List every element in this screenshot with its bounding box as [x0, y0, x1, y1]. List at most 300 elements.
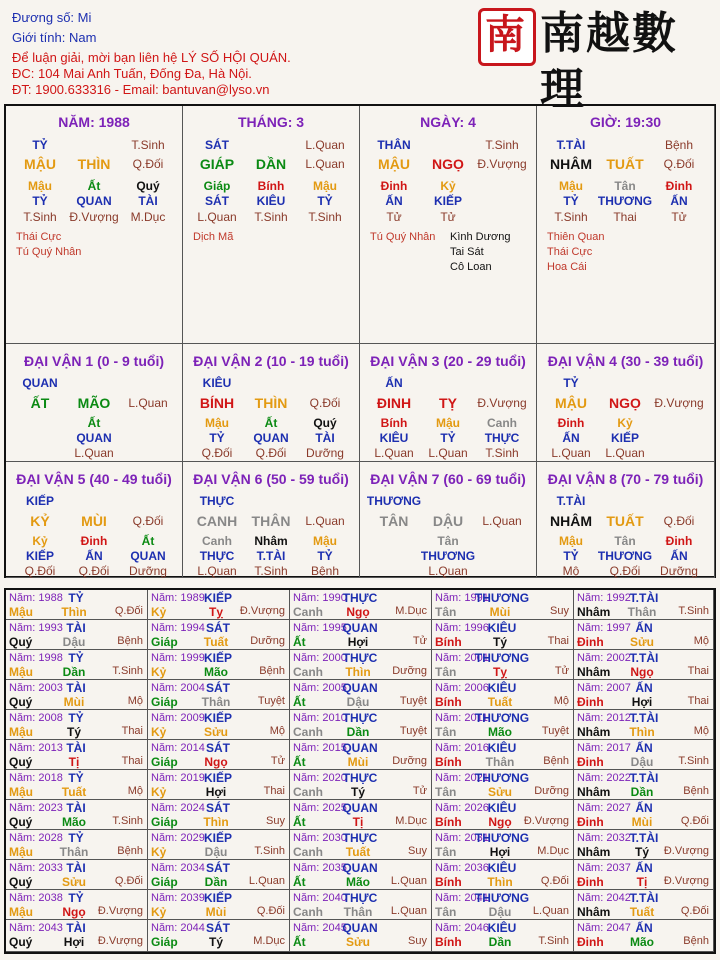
hidden-stem: Giáp: [203, 179, 231, 193]
hidden-ten-god: ẤN: [670, 549, 688, 563]
year-cell: [574, 620, 714, 650]
year-number: Năm: 2027: [577, 802, 631, 814]
year-ten-god: QUAN: [342, 621, 378, 635]
year-life-stage: Đ.Vượng: [97, 935, 143, 947]
year-life-stage: Bệnh: [259, 665, 285, 677]
dai-van-title: ĐẠI VẬN 6 (50 - 59 tuổi): [193, 471, 349, 487]
year-ten-god: TÀI: [66, 621, 86, 635]
year-branch: Dậu: [204, 845, 228, 859]
year-cell: [290, 800, 432, 830]
year-life-stage: Q.Đối: [256, 905, 285, 917]
year-ten-god: KIẾP: [203, 891, 233, 905]
year-ten-god: TỶ: [68, 771, 84, 785]
year-ten-god: THƯƠNG: [474, 591, 530, 605]
hidden-life-stage: L.Quan: [74, 446, 114, 460]
year-number: Năm: 1995: [293, 622, 347, 634]
year-ten-god: ẤN: [635, 741, 653, 755]
year-branch: Tị: [636, 875, 648, 889]
year-number: Năm: 2025: [293, 802, 347, 814]
year-stem: Canh: [293, 665, 323, 679]
year-branch: Thìn: [61, 605, 87, 619]
year-stem: Ất: [293, 935, 306, 949]
branch-stage-2: Q.Đối: [132, 157, 164, 171]
year-branch: Mão: [630, 935, 654, 949]
year-cell: [574, 860, 714, 890]
year-ten-god: KIÊU: [487, 861, 517, 875]
year-number: Năm: 2007: [577, 682, 631, 694]
star-note: Cô Loan: [450, 261, 492, 273]
hidden-ten-god: THƯƠNG: [597, 549, 653, 563]
duong-so-label: Đương số:: [12, 10, 75, 25]
year-cell: [148, 620, 290, 650]
duong-so-value: Mi: [77, 10, 92, 25]
year-cell: [290, 920, 432, 952]
year-branch: Thân: [343, 905, 373, 919]
year-life-stage: Tử: [270, 755, 285, 767]
branch-life-stage: Đ.Vượng: [654, 396, 704, 410]
year-stem: Ất: [293, 815, 306, 829]
hidden-ten-god: TỶ: [317, 549, 333, 563]
year-life-stage: Đ.Vượng: [663, 875, 709, 887]
hidden-ten-god: QUAN: [253, 431, 289, 445]
earthly-branch: DẦN: [255, 156, 287, 172]
year-number: Năm: 2004: [151, 682, 205, 694]
year-stem: Mậu: [9, 725, 33, 739]
year-stem: Bính: [435, 635, 462, 649]
year-branch: Dần: [62, 665, 86, 679]
year-cell: [6, 740, 148, 770]
pillar-title: GIỜ: 19:30: [589, 114, 662, 130]
year-number: Năm: 2011: [435, 712, 488, 724]
hidden-ten-god: KIÊU: [379, 431, 409, 445]
year-ten-god: TÀI: [66, 681, 86, 695]
year-branch: Mão: [62, 815, 86, 829]
year-branch: Tý: [492, 635, 508, 649]
year-branch: Tuất: [487, 695, 513, 709]
hidden-life-stage: M.Dục: [130, 210, 166, 224]
year-number: Năm: 2001: [435, 652, 489, 664]
year-number: Năm: 2000: [293, 652, 347, 664]
hidden-life-stage: T.Sinh: [554, 210, 588, 224]
dai-van-title: ĐẠI VẬN 1 (0 - 9 tuổi): [23, 353, 164, 369]
branch-life-stage: Q.Đối: [132, 514, 164, 528]
year-cell: [148, 680, 290, 710]
year-life-stage: Q.Đối: [540, 875, 569, 887]
year-branch: Tỵ: [492, 665, 508, 679]
hidden-ten-god: ẤN: [670, 194, 688, 208]
year-branch: Ngọ: [346, 605, 370, 619]
earthly-branch: THÌN: [254, 395, 288, 411]
year-number: Năm: 2008: [9, 712, 63, 724]
year-ten-god: THƯƠNG: [474, 831, 530, 845]
dai-van-cell: [6, 462, 183, 578]
year-number: Năm: 1991: [435, 592, 489, 604]
year-number: Năm: 2028: [9, 832, 63, 844]
earthly-branch: THÌN: [77, 156, 111, 172]
year-ten-god: ẤN: [635, 861, 653, 875]
year-branch: Thìn: [487, 875, 513, 889]
year-number: Năm: 2016: [435, 742, 489, 754]
heavenly-stem: CANH: [196, 513, 238, 529]
year-stem: Mậu: [9, 785, 33, 799]
year-stem: Mậu: [9, 605, 33, 619]
year-stem: Ất: [293, 635, 306, 649]
year-life-stage: Mộ: [269, 725, 285, 737]
year-stem: Bính: [435, 875, 462, 889]
seal-glyph: 南: [485, 11, 525, 58]
year-number: Năm: 2047: [577, 922, 631, 934]
hidden-life-stage: Bệnh: [310, 564, 340, 578]
year-stem: Đinh: [577, 815, 604, 829]
year-ten-god: QUAN: [342, 681, 378, 695]
year-ten-god: ẤN: [635, 681, 653, 695]
year-branch: Mùi: [631, 815, 653, 829]
year-life-stage: Thai: [121, 725, 143, 737]
year-stem: Ất: [293, 695, 306, 709]
year-branch: Tuất: [61, 785, 87, 799]
year-number: Năm: 2019: [151, 772, 205, 784]
year-cell: [148, 890, 290, 920]
red-seal-logo: [478, 8, 536, 66]
branch-life-stage: T.Sinh: [131, 138, 165, 152]
year-ten-god: TÀI: [66, 861, 86, 875]
earthly-branch: MÃO: [77, 395, 111, 411]
year-stem: Bính: [435, 755, 462, 769]
year-number: Năm: 2043: [9, 922, 63, 934]
year-stem: Đinh: [577, 935, 604, 949]
year-cell: [432, 890, 574, 920]
year-ten-god: QUAN: [342, 741, 378, 755]
year-ten-god: T.TÀI: [629, 591, 659, 605]
hidden-life-stage: Mộ: [562, 564, 580, 578]
year-cell: [290, 830, 432, 860]
year-ten-god: KIẾP: [203, 591, 233, 605]
hidden-stem: Kỷ: [617, 416, 633, 430]
star-note: Thái Cực: [16, 231, 62, 243]
year-branch: Dần: [204, 875, 228, 889]
year-number: Năm: 1993: [9, 622, 63, 634]
year-branch: Tuất: [203, 635, 229, 649]
year-cell: [432, 590, 574, 620]
year-stem: Giáp: [151, 755, 178, 769]
star-note: Tú Quý Nhân: [16, 246, 82, 258]
year-cell: [148, 740, 290, 770]
year-number: Năm: 2033: [9, 862, 63, 874]
year-number: Năm: 1988: [9, 592, 63, 604]
earthly-branch: TUẤT: [606, 513, 644, 529]
hidden-stem: Mậu: [313, 179, 337, 193]
dai-van-cell: [537, 462, 715, 578]
dai-van-title: ĐẠI VẬN 2 (10 - 19 tuổi): [193, 353, 349, 369]
year-stem: Nhâm: [577, 605, 611, 619]
stem-ten-god: TỶ: [32, 138, 48, 152]
year-branch: Ngọ: [62, 905, 86, 919]
stem-ten-god: T.TÀI: [556, 138, 586, 152]
gioi-tinh-value: Nam: [68, 30, 97, 45]
year-life-stage: M.Dục: [395, 815, 427, 827]
dai-van-title: ĐẠI VẬN 3 (20 - 29 tuổi): [370, 353, 526, 369]
year-ten-god: THƯƠNG: [474, 711, 530, 725]
year-life-stage: Dưỡng: [392, 755, 427, 767]
year-stem: Bính: [435, 815, 462, 829]
year-cell: [574, 590, 714, 620]
year-life-stage: Mộ: [127, 785, 143, 797]
hidden-ten-god: THỰC: [199, 549, 235, 563]
year-cell: [6, 920, 148, 952]
year-ten-god: THỰC: [342, 711, 378, 725]
pillar-title: NGÀY: 4: [420, 114, 476, 130]
year-branch: Mão: [488, 725, 512, 739]
dai-van-title: ĐẠI VẬN 7 (60 - 69 tuổi): [370, 471, 526, 487]
year-ten-god: T.TÀI: [629, 651, 659, 665]
hidden-life-stage: Q.Đối: [201, 446, 233, 460]
year-number: Năm: 1997: [577, 622, 631, 634]
year-stem: Quý: [9, 935, 33, 949]
year-ten-god: THỰC: [342, 831, 378, 845]
year-cell: [574, 920, 714, 952]
hidden-stem: Kỷ: [440, 179, 456, 193]
hidden-ten-god: KIẾP: [433, 194, 462, 208]
year-branch: Thìn: [203, 815, 229, 829]
year-cell: [6, 800, 148, 830]
year-life-stage: M.Dục: [253, 935, 285, 947]
year-stem: Đinh: [577, 875, 604, 889]
address-line: ĐC: 104 Mai Anh Tuấn, Đống Đa, Hà Nội.: [12, 66, 252, 81]
year-life-stage: Bệnh: [543, 755, 569, 767]
year-life-stage: Bệnh: [117, 635, 143, 647]
year-branch: Ngọ: [630, 665, 654, 679]
year-branch: Tý: [634, 845, 650, 859]
year-cell: [290, 770, 432, 800]
hidden-ten-god: TỶ: [563, 549, 579, 563]
stem-ten-god: THÂN: [377, 138, 411, 152]
year-stem: Mậu: [9, 905, 33, 919]
year-number: Năm: 1999: [151, 652, 205, 664]
star-note: Tai Sát: [450, 246, 484, 258]
branch-life-stage: L.Quan: [305, 514, 345, 528]
year-stem: Tân: [435, 785, 457, 799]
year-life-stage: Thai: [547, 635, 569, 647]
year-cell: [574, 800, 714, 830]
year-branch: Dần: [488, 935, 512, 949]
year-life-stage: Mộ: [127, 695, 143, 707]
hidden-life-stage: T.Sinh: [254, 210, 288, 224]
dai-van-cell: [183, 462, 360, 578]
hidden-stem: Mậu: [559, 534, 583, 548]
heavenly-stem: BÍNH: [199, 395, 235, 411]
duong-so-line: [12, 10, 91, 26]
year-life-stage: Bệnh: [117, 845, 143, 857]
hidden-stem: Mậu: [436, 416, 460, 430]
year-cell: [290, 620, 432, 650]
earthly-branch: NGỌ: [609, 395, 641, 411]
hidden-stem: Ất: [87, 416, 101, 430]
branch-life-stage: L.Quan: [305, 138, 345, 152]
year-number: Năm: 1990: [293, 592, 347, 604]
year-ten-god: KIẾP: [203, 771, 233, 785]
hidden-ten-god: TỶ: [32, 194, 48, 208]
hidden-life-stage: L.Quan: [428, 446, 468, 460]
year-number: Năm: 2005: [293, 682, 347, 694]
dai-van-title: ĐẠI VẬN 8 (70 - 79 tuổi): [547, 471, 704, 487]
branch-stage-2: Q.Đối: [663, 157, 695, 171]
year-stem: Nhâm: [577, 725, 611, 739]
heavenly-stem: ẤT: [30, 395, 50, 411]
star-note: Tú Quý Nhân: [370, 231, 436, 243]
year-cell: [432, 830, 574, 860]
pillars-grid: [4, 104, 716, 578]
year-branch: Hợi: [347, 635, 369, 649]
year-stem: Kỷ: [151, 905, 167, 919]
brand-logo-text: 南越數理: [540, 8, 678, 115]
heavenly-stem: MẬU: [378, 156, 410, 172]
year-stem: Nhâm: [577, 845, 611, 859]
year-branch: Mùi: [63, 695, 85, 709]
year-life-stage: T.Sinh: [678, 605, 709, 617]
year-cell: [574, 710, 714, 740]
year-stem: Nhâm: [577, 905, 611, 919]
hidden-stem: Mậu: [205, 416, 229, 430]
year-stem: Giáp: [151, 695, 178, 709]
year-branch: Tý: [66, 725, 82, 739]
year-branch: Tị: [352, 815, 364, 829]
year-ten-god: KIÊU: [487, 681, 517, 695]
year-stem: Quý: [9, 695, 33, 709]
year-ten-god: T.TÀI: [629, 771, 659, 785]
star-note: Thái Cực: [547, 246, 593, 258]
heavenly-stem: NHÂM: [550, 156, 592, 172]
contact-line-1: Để luận giải, mời bạn liên hệ LÝ SỐ HỘI QUÁN.: [12, 50, 291, 65]
year-ten-god: SÁT: [206, 621, 230, 635]
year-branch: Sửu: [487, 785, 513, 799]
pillar-title: NĂM: 1988: [58, 114, 130, 130]
year-cell: [432, 920, 574, 952]
year-ten-god: SÁT: [206, 921, 230, 935]
earthly-branch: MÙI: [81, 513, 107, 529]
stem-ten-god: THƯƠNG: [366, 494, 422, 508]
year-life-stage: Bệnh: [683, 785, 709, 797]
hidden-ten-god: TỶ: [317, 194, 333, 208]
hidden-ten-god: TỶ: [440, 431, 456, 445]
year-cell: [290, 650, 432, 680]
year-number: Năm: 2009: [151, 712, 205, 724]
year-cell: [6, 860, 148, 890]
year-life-stage: Thai: [687, 665, 709, 677]
year-ten-god: TỶ: [68, 831, 84, 845]
year-life-stage: Dưỡng: [250, 635, 285, 647]
stem-ten-god: KIÊU: [202, 376, 232, 390]
year-life-stage: L.Quan: [532, 905, 569, 917]
year-number: Năm: 2046: [435, 922, 489, 934]
year-cell: [432, 680, 574, 710]
year-branch: Tý: [208, 935, 224, 949]
hidden-ten-god: KIẾP: [610, 431, 639, 445]
stem-ten-god: THỰC: [199, 494, 235, 508]
branch-life-stage: L.Quan: [128, 396, 168, 410]
hidden-life-stage: L.Quan: [197, 564, 237, 578]
year-branch: Mão: [204, 665, 228, 679]
year-life-stage: Suy: [550, 605, 569, 617]
year-number: Năm: 2002: [577, 652, 631, 664]
year-stem: Canh: [293, 845, 323, 859]
year-stem: Quý: [9, 815, 33, 829]
hidden-life-stage: Q.Đối: [24, 564, 56, 578]
year-life-stage: Suy: [408, 935, 427, 947]
year-branch: Sửu: [345, 935, 371, 949]
year-branch: Ngọ: [204, 755, 228, 769]
year-stem: Canh: [293, 905, 323, 919]
year-cell: [6, 830, 148, 860]
year-branch: Dần: [630, 785, 654, 799]
year-cell: [148, 650, 290, 680]
year-cell: [432, 770, 574, 800]
year-cell: [148, 920, 290, 952]
year-life-stage: Tuyệt: [399, 725, 427, 737]
stem-ten-god: T.TÀI: [556, 494, 586, 508]
hidden-stem: Đinh: [80, 534, 108, 548]
year-cell: [148, 830, 290, 860]
year-ten-god: SÁT: [206, 741, 230, 755]
heavenly-stem: MẬU: [24, 156, 56, 172]
year-life-stage: L.Quan: [390, 905, 427, 917]
year-number: Năm: 2034: [151, 862, 205, 874]
year-number: Năm: 1996: [435, 622, 489, 634]
year-number: Năm: 2042: [577, 892, 631, 904]
hidden-stem: Ất: [141, 534, 155, 548]
hidden-ten-god: QUAN: [76, 194, 112, 208]
year-life-stage: Q.Đối: [680, 905, 709, 917]
year-cell: [432, 740, 574, 770]
year-stem: Kỷ: [151, 845, 167, 859]
year-branch: Hợi: [631, 695, 653, 709]
year-life-stage: Q.Đối: [114, 875, 143, 887]
hidden-life-stage: Thai: [613, 210, 637, 224]
branch-life-stage: Đ.Vượng: [477, 396, 527, 410]
year-stem: Quý: [9, 875, 33, 889]
hidden-ten-god: KIẾP: [25, 549, 54, 563]
year-life-stage: Bệnh: [683, 935, 709, 947]
hidden-life-stage: Dưỡng: [306, 446, 344, 460]
year-branch: Thân: [485, 755, 515, 769]
year-branch: Thân: [201, 695, 231, 709]
year-number: Năm: 1992: [577, 592, 631, 604]
branch-life-stage: Bệnh: [664, 138, 694, 152]
year-cell: [290, 740, 432, 770]
year-stem: Nhâm: [577, 785, 611, 799]
year-branch: Mùi: [347, 755, 369, 769]
heavenly-stem: ĐINH: [376, 395, 412, 411]
hidden-life-stage: Tử: [671, 210, 687, 224]
year-number: Năm: 1989: [151, 592, 205, 604]
year-number: Năm: 2041: [435, 892, 489, 904]
year-ten-god: KIÊU: [487, 921, 517, 935]
year-number: Năm: 2017: [577, 742, 631, 754]
year-life-stage: Q.Đối: [680, 815, 709, 827]
year-cell: [6, 770, 148, 800]
year-life-stage: Mộ: [553, 695, 569, 707]
year-life-stage: Đ.Vượng: [523, 815, 569, 827]
year-branch: Mùi: [205, 905, 227, 919]
year-stem: Bính: [435, 935, 462, 949]
year-stem: Ất: [293, 875, 306, 889]
stem-ten-god: QUAN: [22, 376, 58, 390]
year-life-stage: M.Dục: [395, 605, 427, 617]
year-branch: Ngọ: [488, 815, 512, 829]
year-stem: Đinh: [577, 695, 604, 709]
annual-luck-table: [4, 588, 716, 954]
year-cell: [290, 860, 432, 890]
hidden-life-stage: Dưỡng: [129, 564, 167, 578]
